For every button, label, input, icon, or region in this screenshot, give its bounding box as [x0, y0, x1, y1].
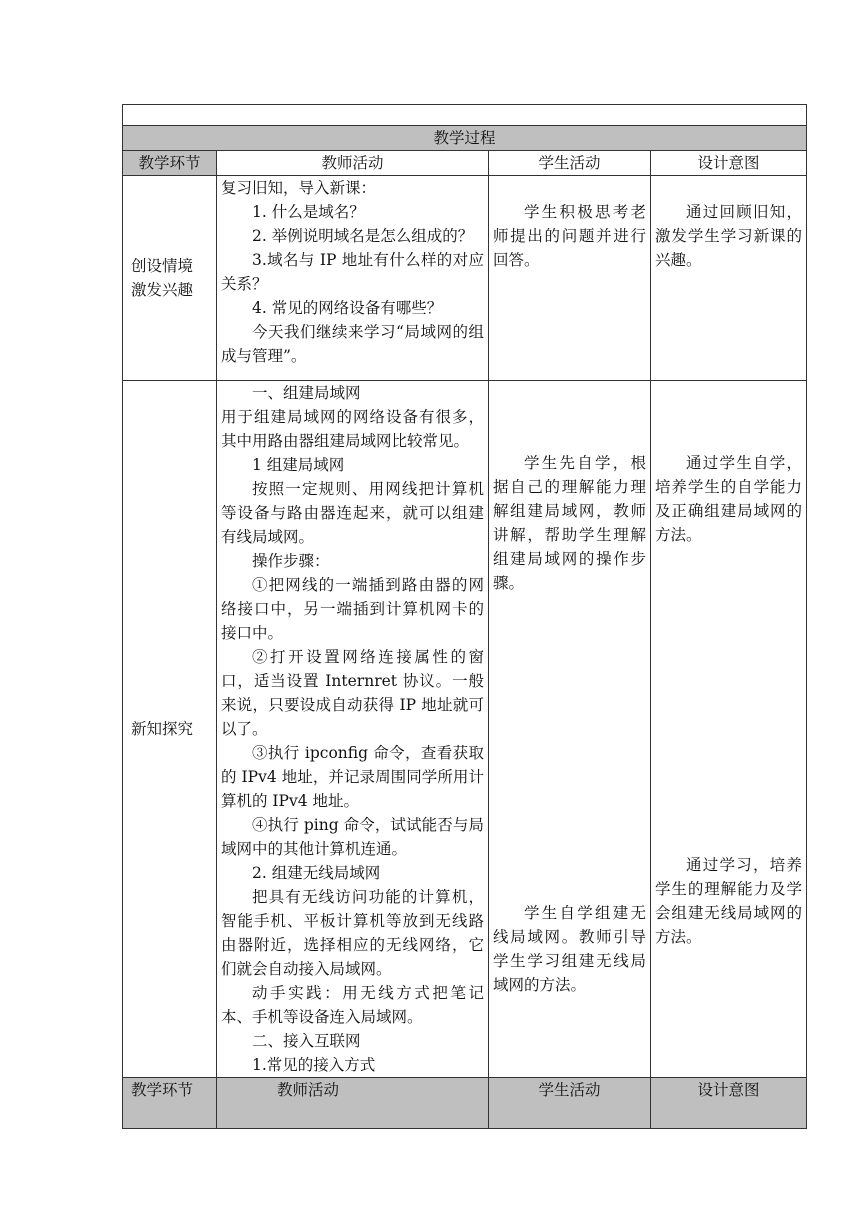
teacher-line: 2. 举例说明域名是怎么组成的？	[252, 227, 474, 245]
blank-top-row	[123, 105, 807, 126]
student-cell	[489, 176, 651, 381]
teacher-line: 一、组建局域网	[252, 384, 361, 402]
header-stage: 教学环节	[123, 151, 217, 176]
teacher-line: 1. 什么是域名？	[252, 203, 365, 221]
table-row	[123, 381, 807, 1078]
student-text: 学生先自学，根据自己的理解能力理解组建局域网，教师讲解，帮助学生理解组建局域网的操作步骤。	[493, 454, 646, 592]
student-cell	[489, 381, 651, 1078]
teacher-line: 把具有无线访问功能的计算机，智能手机、平板计算机等放到无线路由器附近，选择相应的无线网络，它们就会自动接入局域网。	[221, 888, 484, 978]
intent-text: 通过学习，培养学生的理解能力及学会组建无线局域网的方法。	[655, 856, 802, 946]
footer-header-teacher: 教师活动	[217, 1078, 489, 1129]
intent-text: 通过回顾旧知，激发学生学习新课的兴趣。	[655, 203, 802, 269]
student-text: 学生自学组建无线局域网。教师引导学生学习组建无线局域网的方法。	[493, 904, 646, 994]
teacher-line: ④执行 ping 命令，试试能否与局域网中的其他计算机连通。	[221, 816, 484, 858]
header-row	[123, 151, 807, 176]
teacher-line: 复习旧知，导入新课：	[221, 179, 377, 197]
teacher-line: 4. 常见的网络设备有哪些？	[252, 299, 443, 317]
teacher-cell	[217, 381, 489, 1078]
footer-header-student: 学生活动	[489, 1078, 651, 1129]
teaching-process-table	[122, 104, 807, 1129]
stage-cell	[123, 176, 217, 381]
header-intent: 设计意图	[651, 151, 807, 176]
table-row	[123, 176, 807, 381]
intent-cell	[651, 176, 807, 381]
teacher-cell	[217, 176, 489, 381]
stage-cell	[123, 381, 217, 1078]
header-student: 学生活动	[489, 151, 651, 176]
teacher-line: ①把网线的一端插到路由器的网络接口中，另一端插到计算机网卡的接口中。	[221, 576, 484, 642]
teacher-line: 今天我们继续来学习“局域网的组成与管理”。	[221, 323, 484, 365]
teacher-line: ③执行 ipconfig 命令，查看获取的 IPv4 地址，并记录周围同学所用计算机的 IPv4 地址。	[221, 744, 484, 810]
stage-text: 创设情境	[131, 257, 194, 275]
header-teacher: 教师活动	[217, 151, 489, 176]
teacher-line: 3.域名与 IP 地址有什么样的对应关系？	[221, 251, 484, 293]
teacher-line: 按照一定规则、用网线把计算机等设备与路由器连起来，就可以组建有线局域网。	[221, 480, 484, 546]
stage-text: 新知探究	[131, 720, 194, 738]
footer-header-row	[123, 1078, 807, 1129]
table-title-row	[123, 126, 807, 151]
teacher-line: 用于组建局域网的网络设备有很多，其中用路由器组建局域网比较常见。	[221, 408, 484, 450]
intent-text: 通过学生自学，培养学生的自学能力及正确组建局域网的方法。	[655, 454, 802, 544]
teacher-line: 2. 组建无线局域网	[252, 864, 381, 882]
teacher-line: 1.常见的接入方式	[252, 1056, 376, 1074]
footer-header-stage: 教学环节	[123, 1078, 217, 1129]
teacher-line: ②打开设置网络连接属性的窗口，适当设置 Internret 协议。一般来说，只要设成自动获得 IP 地址就可以了。	[221, 648, 484, 738]
student-text: 学生积极思考老师提出的问题并进行回答。	[493, 203, 646, 269]
table-title: 教学过程	[123, 126, 807, 151]
teacher-line: 二、接入互联网	[252, 1032, 361, 1050]
teacher-line: 操作步骤：	[252, 552, 330, 570]
teacher-line: 动手实践：用无线方式把笔记本、手机等设备连入局域网。	[221, 984, 484, 1026]
intent-cell	[651, 381, 807, 1078]
teacher-line: 1 组建局域网	[252, 456, 345, 474]
footer-header-intent: 设计意图	[651, 1078, 807, 1129]
stage-text: 激发兴趣	[131, 281, 194, 299]
